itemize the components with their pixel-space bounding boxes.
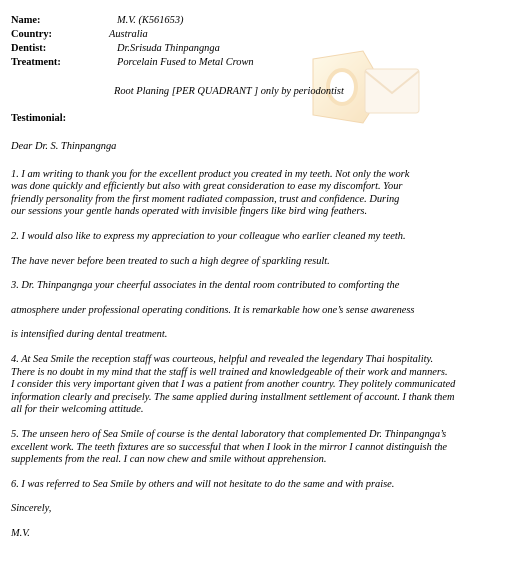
country-value: Australia	[109, 29, 148, 40]
name-label: Name:	[11, 15, 41, 26]
paragraph-3: 3. Dr. Thinpangnga your cheerful associates in the dental room contributed to comforting the	[11, 280, 400, 292]
paragraph-4-line-4: information clearly and precisely. The same applied during installment settlement of account. I thank them	[11, 391, 455, 403]
country-row	[11, 28, 254, 42]
name-value: M.V. (K561653)	[117, 15, 184, 26]
country-label: Country:	[11, 29, 52, 40]
testimonial-body	[11, 141, 505, 540]
paragraph-2: 2. I would also like to express my appreciation to your colleague who earlier cleaned my teeth.	[11, 230, 406, 242]
name-row	[11, 14, 254, 28]
paragraph-5-line-2: excellent work. The teeth fixtures are so successful that when I look in the mirror I cannot distinguish the	[11, 441, 448, 453]
signature: M.V.	[11, 527, 30, 539]
dentist-value: Dr.Srisuda Thinpangnga	[117, 43, 220, 54]
paragraph-6: 6. I was referred to Sea Smile by others and will not hesitate to do the same and with praise.	[11, 478, 395, 490]
paragraph-1-line-4: our sessions your gentle hands operated with invisible fingers like bird wing feathers.	[11, 206, 368, 218]
paragraph-5-line-3: supplements from the real. I can now chew and smile without apprehension.	[11, 454, 327, 466]
treatment-value: Porcelain Fused to Metal Crown	[117, 57, 254, 68]
dentist-label: Dentist:	[11, 43, 47, 54]
paragraph-4-line-2: There is no doubt in my mind that the staff is well trained and knowledgeable of their work and manners.	[11, 366, 448, 378]
paragraph-1-line-1: 1. I am writing to thank you for the excellent product you created in my teeth. Not only the work	[11, 168, 410, 180]
treatment-subtitle: Root Planing [PER QUADRANT ] only by periodontist	[114, 86, 344, 97]
paragraph-3b: atmosphere under professional operating conditions. It is remarkable how one’s sense awareness	[11, 304, 415, 316]
treatment-row	[11, 56, 254, 70]
paragraph-1-line-3: friendly personality from the first moment radiated compassion, trust and confidence. During	[11, 193, 400, 205]
testimonial-heading: Testimonial:	[11, 113, 67, 124]
paragraph-5-line-1: 5. The unseen hero of Sea Smile of course is the dental laboratory that complemented Dr. Thinpangnga’s	[11, 428, 447, 440]
paragraph-4-line-5: all for their welcoming attitude.	[11, 404, 144, 416]
paragraph-3c: is intensified during dental treatment.	[11, 329, 168, 341]
paragraph-4-line-3: I consider this very important given that I was a patient from another country. They politely communicated	[11, 379, 456, 391]
patient-info	[11, 14, 254, 70]
dentist-row	[11, 42, 254, 56]
treatment-label: Treatment:	[11, 57, 61, 68]
closing: Sincerely,	[11, 503, 52, 515]
paragraph-4-line-1: 4. At Sea Smile the reception staff was courteous, helpful and revealed the legendary Thai hospitality.	[11, 353, 434, 365]
greeting: Dear Dr. S. Thinpangnga	[11, 141, 117, 152]
paragraph-2b: The have never before been treated to such a high degree of sparkling result.	[11, 255, 330, 267]
paragraph-1-line-2: was done quickly and efficiently but also with great consideration to ease my discomfort. Your	[11, 181, 403, 193]
